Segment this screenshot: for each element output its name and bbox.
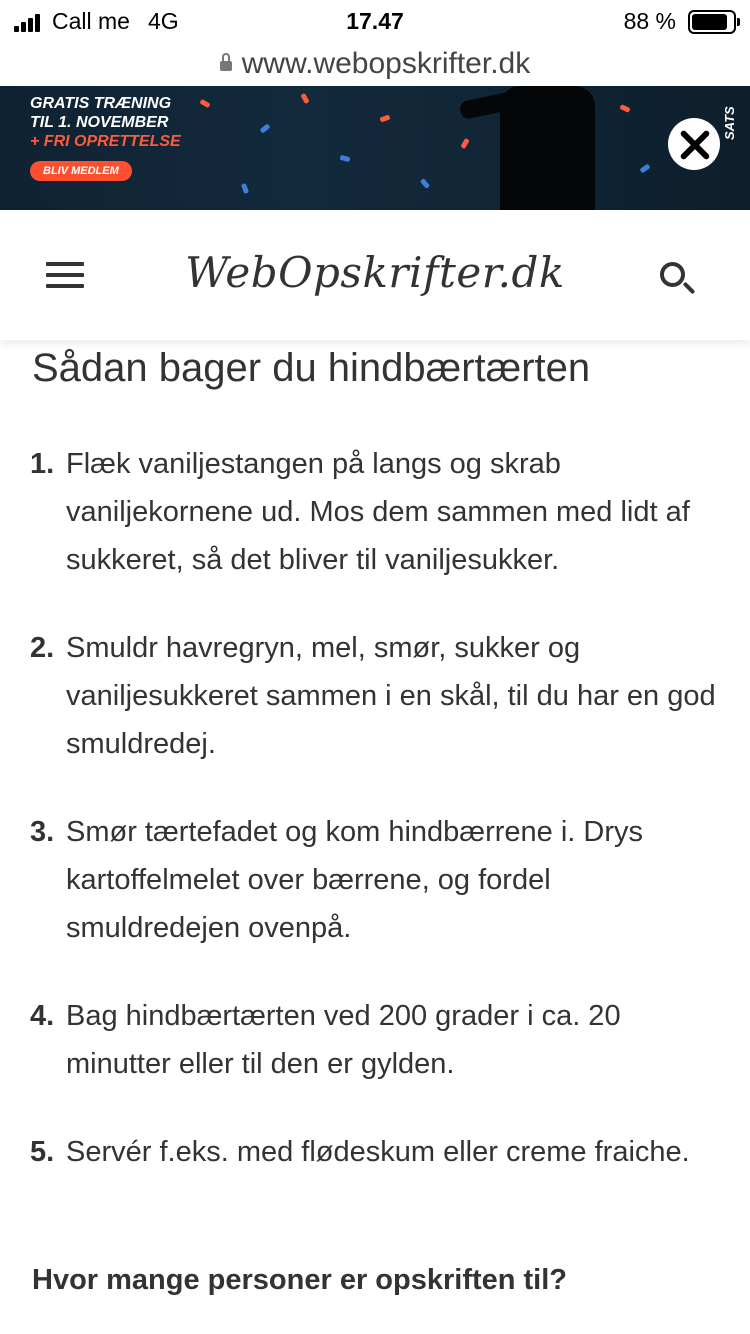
url-text[interactable]: www.webopskrifter.dk xyxy=(241,47,531,80)
step-text: Servér f.eks. med flødeskum eller creme fraiche. xyxy=(66,1136,690,1168)
ad-cta-button[interactable]: BLIV MEDLEM xyxy=(30,161,132,181)
battery-percent: 88 % xyxy=(623,8,676,34)
search-icon[interactable] xyxy=(660,262,696,298)
step-number: 5. xyxy=(30,1136,55,1168)
step-item xyxy=(30,440,730,584)
ad-line-3: + FRI OPRETTELSE xyxy=(30,133,181,150)
status-bar xyxy=(0,0,750,42)
ad-line-2: TIL 1. NOVEMBER xyxy=(30,114,169,131)
site-header xyxy=(0,210,750,340)
ad-close-button[interactable] xyxy=(668,118,720,170)
status-right xyxy=(624,8,736,35)
step-text: Bag hindbærtærten ved 200 grader i ca. 20 minutter eller til den er gylden. xyxy=(66,1000,621,1080)
ad-brand-logo: SATS xyxy=(722,106,737,140)
ad-athlete-image xyxy=(500,86,595,210)
carrier-name: Call me xyxy=(52,8,130,34)
address-bar[interactable] xyxy=(0,42,750,86)
ad-line-1: GRATIS TRÆNING xyxy=(30,95,172,112)
battery-icon xyxy=(688,10,736,34)
step-item xyxy=(30,992,730,1088)
sub-heading: Hvor mange personer er opskriften til? xyxy=(32,1264,568,1296)
network-type: 4G xyxy=(147,8,179,34)
step-number: 1. xyxy=(30,448,55,480)
step-item xyxy=(30,808,730,952)
step-text: Smør tærtefadet og kom hindbærrene i. Drys kartoffelmelet over bærrene, og fordel smuldredejen ovenpå. xyxy=(66,816,643,944)
step-item xyxy=(30,1128,730,1176)
ad-banner[interactable] xyxy=(0,86,750,210)
section-title: Sådan bager du hindbærtærten xyxy=(32,346,591,390)
site-logo[interactable]: WebOpskrifter.dk xyxy=(185,248,565,297)
step-text: Smuldr havregryn, mel, smør, sukker og vaniljesukkeret sammen i en skål, til du har en god smuldredej. xyxy=(66,632,716,760)
close-icon xyxy=(674,124,714,164)
ad-headline xyxy=(30,94,181,151)
step-number: 4. xyxy=(30,1000,55,1032)
step-number: 2. xyxy=(30,632,55,664)
lock-icon xyxy=(220,61,232,71)
step-number: 3. xyxy=(30,816,55,848)
battery-fill xyxy=(692,14,727,30)
status-time: 17.47 xyxy=(346,8,404,34)
step-item xyxy=(30,624,730,768)
step-text: Flæk vaniljestangen på langs og skrab vaniljekornene ud. Mos dem sammen med lidt af sukkeret, så det bliver til vaniljesukker. xyxy=(66,448,690,576)
